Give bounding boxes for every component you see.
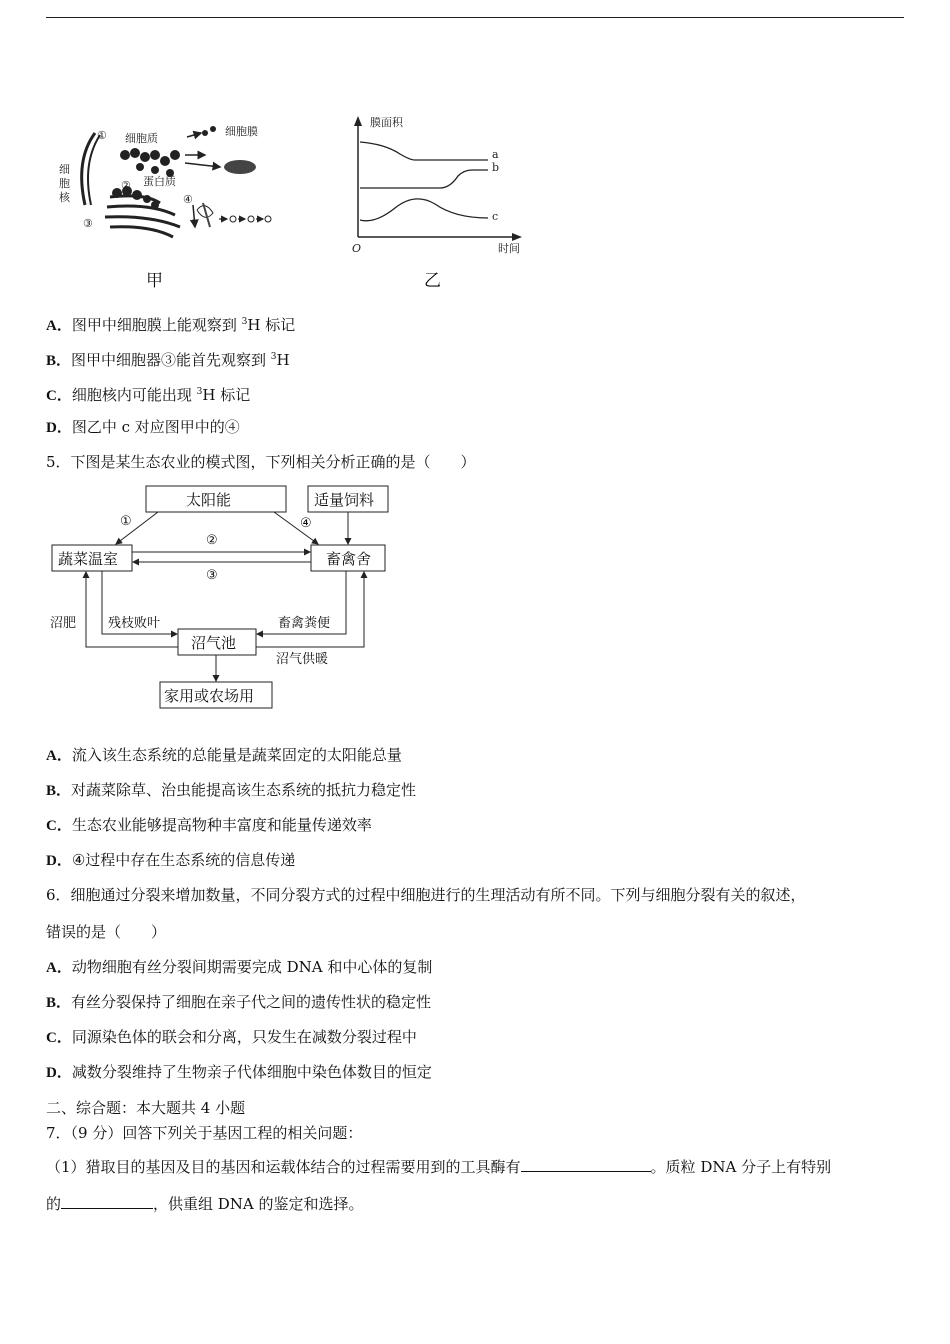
answer-blank-1[interactable] [521,1157,651,1172]
svg-text:畜禽粪便: 畜禽粪便 [278,616,331,631]
svg-text:②: ② [206,533,218,548]
q6-option-a: A．动物细胞有丝分裂间期需要完成 DNA 和中心体的复制 [46,958,433,976]
q5-stem: 5．下图是某生态农业的模式图，下列相关分析正确的是（ ） [46,453,476,471]
figure-yi [340,112,540,257]
curve-b [360,170,488,188]
caption-yi: 乙 [424,271,441,291]
svg-text:畜禽舍: 畜禽舍 [326,550,372,568]
svg-text:蔬菜温室: 蔬菜温室 [58,550,119,568]
svg-text:适量饲料: 适量饲料 [314,491,375,509]
q4-option-b: B．图甲中细胞器③能首先观察到 $^3$H [46,351,290,369]
q5-option-a: A．流入该生态系统的总能量是蔬菜固定的太阳能总量 [46,746,402,764]
svg-text:④: ④ [300,516,312,531]
q7-stem: 7．（9 分）回答下列关于基因工程的相关问题： [46,1124,363,1142]
label-c: c [492,210,499,223]
q5-option-b: B．对蔬菜除草、治虫能提高该生态系统的抵抗力稳定性 [46,781,417,799]
label-cytoplasm: 细胞质 [125,132,158,145]
section-2-title: 二、综合题：本大题共 4 小题 [46,1099,246,1117]
svg-text:③: ③ [206,568,218,583]
label-3: ③ [83,217,93,230]
svg-text:太阳能: 太阳能 [186,491,232,509]
q5-option-c: C．生态农业能够提高物种丰富度和能量传递效率 [46,816,372,834]
answer-blank-2[interactable] [61,1194,153,1209]
q5-diagram [46,482,396,714]
q4-option-d: D．图乙中 c 对应图甲中的④ [46,418,240,436]
xlabel: 时间 [498,242,520,255]
label-2: ② [121,179,131,192]
q5-option-d: D．④过程中存在生态系统的信息传递 [46,851,296,869]
svg-text:①: ① [120,514,132,529]
figure-jia [55,115,285,250]
label-membrane: 细胞膜 [225,125,258,138]
svg-text:沼肥: 沼肥 [50,616,77,631]
curve-c [360,199,488,221]
q4-option-a: A．图甲中细胞膜上能观察到 $^3$H 标记 [46,316,296,334]
q6-stem-2: 错误的是（ ） [46,923,167,941]
label-4: ④ [183,193,193,206]
q4-option-c: C．细胞核内可能出现 $^3$H 标记 [46,386,251,404]
q7-part1-line2: 的 ，供重组 DNA 的鉴定和选择。 [46,1195,364,1213]
svg-text:胞: 胞 [59,177,70,190]
svg-text:残枝败叶: 残枝败叶 [108,616,161,631]
svg-text:沼气池: 沼气池 [191,634,237,652]
label-b: b [492,161,500,174]
svg-text:沼气供暖: 沼气供暖 [276,652,329,667]
q6-option-b: B．有丝分裂保持了细胞在亲子代之间的遗传性状的稳定性 [46,993,432,1011]
label-a: a [492,148,499,161]
header-rule [46,17,904,18]
curve-a [360,142,488,160]
origin: O [352,242,362,255]
q6-stem-1: 6．细胞通过分裂来增加数量，不同分裂方式的过程中细胞进行的生理活动有所不同。下列与细胞分裂有关的叙述， [46,886,806,904]
label-protein: 蛋白质 [143,175,176,188]
caption-jia: 甲 [146,271,163,291]
q7-part1-line1: （1）猎取目的基因及目的基因和运载体结合的过程需要用到的工具酶有 。质粒 DNA 分子上有特别 [46,1158,832,1176]
svg-text:细: 细 [59,163,70,176]
ylabel: 膜面积 [370,116,403,129]
svg-text:家用或农场用: 家用或农场用 [164,687,255,705]
svg-text:核: 核 [59,191,70,204]
q6-option-d: D．减数分裂维持了生物亲子代体细胞中染色体数目的恒定 [46,1063,432,1081]
label-1: ① [97,129,107,142]
q6-option-c: C．同源染色体的联会和分离，只发生在减数分裂过程中 [46,1028,417,1046]
